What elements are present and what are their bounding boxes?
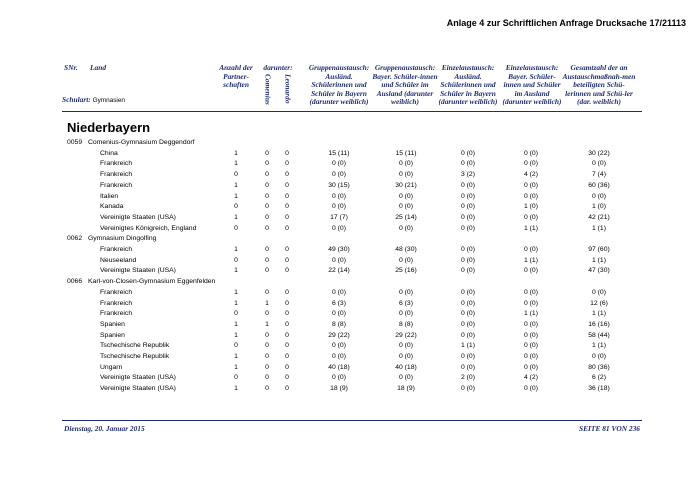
value-cell: 0 [265, 288, 269, 296]
table-row [0, 363, 700, 374]
country-cell: Frankreich [100, 160, 133, 168]
header-gesamt: Gesamtzahl der an Austauschmaßnah-men beteiligten Schü-lerinnen und Schü-ler (dar. weiblich) [562, 63, 636, 107]
country-cell: Spanien [100, 331, 125, 339]
value-cell: 0 [265, 331, 269, 339]
table-row [0, 331, 700, 342]
value-cell: 0 [285, 353, 289, 360]
value-cell: 0 (0) [524, 320, 538, 328]
table-row [0, 181, 700, 192]
school-number: 0062 [67, 235, 83, 243]
school-number: 0066 [67, 278, 83, 286]
value-cell: 0 [265, 363, 269, 371]
value-cell: 3 (2) [461, 171, 475, 179]
value-cell: 0 [265, 310, 269, 318]
value-cell: 0 [285, 203, 289, 211]
value-cell: 0 [265, 171, 269, 179]
region-heading: Niederbayern [67, 120, 151, 135]
value-cell: 1 [234, 181, 238, 189]
table-row [0, 149, 700, 160]
table-row [0, 384, 700, 395]
header-land: Land [90, 63, 107, 72]
table-row [0, 159, 700, 170]
value-cell: 0 (0) [332, 256, 346, 264]
value-cell: 0 [265, 385, 269, 393]
value-cell: 0 [285, 160, 289, 168]
value-cell: 0 (0) [461, 288, 475, 296]
value-cell: 0 [285, 342, 289, 350]
value-cell: 1 [265, 320, 269, 328]
value-cell: 0 (0) [524, 181, 538, 189]
country-cell: Frankreich [100, 299, 133, 307]
table-row [0, 213, 700, 224]
value-cell: 0 (0) [332, 203, 346, 211]
value-cell: 0 [285, 267, 289, 275]
value-cell: 0 [285, 331, 289, 339]
header-schulart [62, 96, 125, 106]
country-cell: Vereinigte Staaten (USA) [100, 267, 176, 275]
country-cell: Kanada [100, 203, 124, 211]
value-cell: 0 (0) [461, 363, 475, 371]
header-einzel-bayer: Einzelaustausch: Bayer. Schüler-innen und Schüler im Ausland (darunter weiblich) [502, 63, 562, 107]
value-cell: 1 (1) [524, 224, 538, 232]
value-cell: 29 (22) [395, 331, 417, 339]
value-cell: 0 [285, 310, 289, 318]
value-cell: 0 [285, 256, 289, 264]
value-cell: 0 (0) [461, 203, 475, 211]
value-cell: 1 (1) [461, 342, 475, 350]
table-row [0, 341, 700, 352]
value-cell: 1 [234, 288, 238, 296]
value-cell: 1 [234, 363, 238, 371]
country-cell: China [100, 149, 118, 157]
value-cell: 0 [285, 149, 289, 157]
value-cell: 15 (11) [395, 149, 417, 157]
table-row [0, 299, 700, 310]
value-cell: 0 [265, 192, 269, 200]
value-cell: 0 [285, 385, 289, 393]
value-cell: 30 (22) [588, 149, 610, 157]
value-cell: 0 (0) [461, 385, 475, 393]
school-row [0, 277, 700, 288]
country-cell: Vereinigte Staaten (USA) [100, 374, 176, 382]
value-cell: 0 [265, 256, 269, 264]
value-cell: 0 (0) [592, 192, 606, 200]
value-cell: 1 [234, 246, 238, 253]
value-cell: 58 (44) [588, 331, 610, 339]
value-cell: 0 (0) [524, 149, 538, 157]
value-cell: 0 (0) [399, 192, 413, 200]
footer-page: SEITE 81 VON 236 [579, 424, 640, 433]
school-row [0, 138, 700, 149]
value-cell: 0 (0) [399, 160, 413, 168]
header-einzel-auslaend: Einzelaustausch: Ausländ. Schülerinnen und Schüler in Bayern (darunter weiblich) [438, 63, 498, 107]
value-cell: 0 (0) [332, 374, 346, 382]
value-cell: 0 (0) [592, 288, 606, 296]
value-cell: 0 [285, 320, 289, 328]
value-cell: 0 [285, 181, 289, 189]
value-cell: 0 [265, 181, 269, 189]
table-row [0, 224, 700, 235]
value-cell: 0 (0) [592, 353, 606, 360]
value-cell: 0 [265, 149, 269, 157]
value-cell: 1 [234, 160, 238, 168]
value-cell: 25 (14) [395, 213, 417, 221]
value-cell: 4 (2) [524, 374, 538, 382]
value-cell: 0 (0) [461, 353, 475, 360]
header-schulart-label: Schulart: [62, 95, 91, 104]
school-row [0, 234, 700, 245]
country-cell: Neuseeland [100, 256, 137, 264]
value-cell: 0 [265, 267, 269, 275]
header-gruppe-auslaend: Gruppenaustausch: Ausländ. Schülerinnen und Schüler in Bayern (darunter weiblich) [308, 63, 370, 107]
value-cell: 97 (60) [588, 246, 610, 253]
value-cell: 0 [265, 203, 269, 211]
school-name: Gymnasium Dingolfing [88, 235, 157, 243]
value-cell: 0 [285, 171, 289, 179]
value-cell: 0 [234, 203, 238, 211]
value-cell: 0 (0) [332, 353, 346, 360]
value-cell: 0 (0) [399, 342, 413, 350]
value-cell: 0 [285, 299, 289, 307]
value-cell: 49 (30) [328, 246, 350, 253]
country-cell: Vereinigte Staaten (USA) [100, 385, 176, 393]
value-cell: 0 (0) [461, 160, 475, 168]
footer-date: Dienstag, 20. Januar 2015 [64, 424, 145, 433]
value-cell: 0 (0) [399, 353, 413, 360]
value-cell: 1 (1) [524, 256, 538, 264]
value-cell: 2 (0) [461, 374, 475, 382]
value-cell: 0 [265, 224, 269, 232]
value-cell: 18 (9) [397, 385, 415, 393]
value-cell: 1 (1) [592, 224, 606, 232]
value-cell: 0 (0) [524, 288, 538, 296]
value-cell: 0 (0) [524, 353, 538, 360]
value-cell: 0 (0) [524, 342, 538, 350]
value-cell: 7 (4) [592, 171, 606, 179]
value-cell: 16 (16) [588, 320, 610, 328]
header-gruppe-bayer: Gruppenaustausch: Bayer. Schüler-innen und Schüler im Ausland (darunter weiblich) [372, 63, 438, 107]
value-cell: 18 (9) [330, 385, 348, 393]
value-cell: 6 (3) [399, 299, 413, 307]
value-cell: 0 [265, 246, 269, 253]
value-cell: 0 (0) [524, 160, 538, 168]
value-cell: 0 (0) [332, 310, 346, 318]
value-cell: 0 (0) [332, 342, 346, 350]
header-comenius: Comenius [263, 74, 273, 105]
value-cell: 1 [265, 299, 269, 307]
table-row [0, 352, 700, 363]
table-row [0, 192, 700, 203]
country-cell: Italien [100, 192, 119, 200]
value-cell: 8 (8) [399, 320, 413, 328]
country-cell: Frankreich [100, 181, 133, 189]
value-cell: 0 (0) [399, 256, 413, 264]
value-cell: 0 (0) [461, 331, 475, 339]
header-darunter: darunter: [263, 63, 293, 72]
value-cell: 0 (0) [399, 224, 413, 232]
value-cell: 0 (0) [399, 310, 413, 318]
value-cell: 1 (0) [524, 203, 538, 211]
table-row [0, 245, 700, 256]
value-cell: 47 (30) [588, 267, 610, 275]
value-cell: 0 (0) [461, 181, 475, 189]
value-cell: 1 [234, 192, 238, 200]
value-cell: 1 [234, 353, 238, 360]
school-name: Karl-von-Closen-Gymnasium Eggenfelden [88, 278, 216, 286]
header-leonardo: Leonardo [283, 74, 293, 104]
value-cell: 1 (1) [592, 256, 606, 264]
value-cell: 40 (18) [328, 363, 350, 371]
value-cell: 0 (0) [524, 385, 538, 393]
value-cell: 0 [285, 246, 289, 253]
table-row [0, 266, 700, 277]
value-cell: 0 (0) [399, 374, 413, 382]
value-cell: 0 [234, 256, 238, 264]
value-cell: 0 (0) [461, 256, 475, 264]
value-cell: 1 [234, 331, 238, 339]
header-snr: SNr. [64, 63, 78, 72]
value-cell: 42 (21) [588, 213, 610, 221]
country-cell: Spanien [100, 320, 125, 328]
value-cell: 0 [285, 288, 289, 296]
value-cell: 30 (15) [328, 181, 350, 189]
value-cell: 6 (2) [592, 374, 606, 382]
school-name: Comenius-Gymnasium Deggendorf [88, 139, 195, 146]
country-cell: Frankreich [100, 288, 133, 296]
value-cell: 1 [234, 299, 238, 307]
value-cell: 0 (0) [461, 246, 475, 253]
value-cell: 29 (22) [328, 331, 350, 339]
value-cell: 36 (18) [588, 385, 610, 393]
value-cell: 0 [285, 224, 289, 232]
country-cell: Frankreich [100, 310, 133, 318]
value-cell: 22 (14) [328, 267, 350, 275]
value-cell: 25 (16) [395, 267, 417, 275]
table-row [0, 170, 700, 181]
value-cell: 0 (0) [332, 171, 346, 179]
value-cell: 0 (0) [332, 160, 346, 168]
country-cell: Frankreich [100, 246, 133, 253]
table-row [0, 288, 700, 299]
value-cell: 15 (11) [328, 149, 350, 157]
country-cell: Frankreich [100, 171, 133, 179]
table-row [0, 373, 700, 384]
header-divider [62, 111, 642, 112]
value-cell: 1 [234, 267, 238, 275]
header-anzahl: Anzahl der Partner-schaften [219, 63, 253, 90]
value-cell: 0 (0) [524, 192, 538, 200]
value-cell: 0 (0) [524, 267, 538, 275]
country-cell: Ungarn [100, 363, 123, 371]
value-cell: 0 (0) [461, 310, 475, 318]
value-cell: 0 (0) [461, 320, 475, 328]
value-cell: 0 (0) [399, 288, 413, 296]
value-cell: 0 (0) [524, 246, 538, 253]
value-cell: 1 (1) [524, 310, 538, 318]
table-row [0, 320, 700, 331]
value-cell: 0 [234, 171, 238, 179]
value-cell: 12 (6) [590, 299, 608, 307]
value-cell: 60 (36) [588, 181, 610, 189]
value-cell: 1 (1) [592, 310, 606, 318]
header-schulart-value: Gymnasien [92, 97, 125, 104]
value-cell: 4 (2) [524, 171, 538, 179]
value-cell: 0 [265, 160, 269, 168]
value-cell: 0 [265, 353, 269, 360]
value-cell: 1 (1) [592, 342, 606, 350]
value-cell: 0 [234, 342, 238, 350]
value-cell: 0 (0) [461, 149, 475, 157]
value-cell: 0 [285, 363, 289, 371]
value-cell: 0 [285, 374, 289, 382]
value-cell: 1 [234, 320, 238, 328]
footer-divider [62, 420, 642, 421]
value-cell: 0 (0) [399, 203, 413, 211]
country-cell: Vereinigtes Königreich, England [100, 224, 197, 232]
value-cell: 0 (0) [524, 213, 538, 221]
value-cell: 0 (0) [592, 160, 606, 168]
value-cell: 6 (3) [332, 299, 346, 307]
value-cell: 0 (0) [524, 363, 538, 371]
value-cell: 0 (0) [461, 213, 475, 221]
table-row [0, 309, 700, 320]
value-cell: 0 [285, 213, 289, 221]
value-cell: 1 [234, 149, 238, 157]
value-cell: 0 (0) [461, 224, 475, 232]
country-cell: Vereinigte Staaten (USA) [100, 213, 176, 221]
document-reference: Anlage 4 zur Schriftlichen Anfrage Drucksache 17/21113 [446, 18, 686, 28]
value-cell: 40 (18) [395, 363, 417, 371]
value-cell: 1 [234, 213, 238, 221]
value-cell: 0 [265, 374, 269, 382]
value-cell: 0 [265, 342, 269, 350]
value-cell: 17 (7) [330, 213, 348, 221]
value-cell: 0 [234, 374, 238, 382]
country-cell: Tschechische Republik [100, 342, 170, 350]
value-cell: 0 [234, 224, 238, 232]
value-cell: 1 (0) [592, 203, 606, 211]
value-cell: 0 (0) [524, 299, 538, 307]
country-cell: Tschechische Republik [100, 353, 170, 360]
value-cell: 0 (0) [461, 192, 475, 200]
table-row [0, 202, 700, 213]
value-cell: 0 (0) [332, 192, 346, 200]
value-cell: 0 (0) [524, 331, 538, 339]
value-cell: 0 (0) [461, 299, 475, 307]
value-cell: 8 (8) [332, 320, 346, 328]
value-cell: 80 (36) [588, 363, 610, 371]
value-cell: 0 (0) [332, 288, 346, 296]
value-cell: 0 (0) [399, 171, 413, 179]
value-cell: 30 (21) [395, 181, 417, 189]
value-cell: 0 (0) [332, 224, 346, 232]
value-cell: 0 [234, 310, 238, 318]
value-cell: 0 [285, 192, 289, 200]
school-number: 0059 [67, 139, 83, 146]
value-cell: 0 (0) [461, 267, 475, 275]
table-row [0, 256, 700, 267]
value-cell: 0 [265, 213, 269, 221]
value-cell: 1 [234, 385, 238, 393]
value-cell: 48 (30) [395, 246, 417, 253]
